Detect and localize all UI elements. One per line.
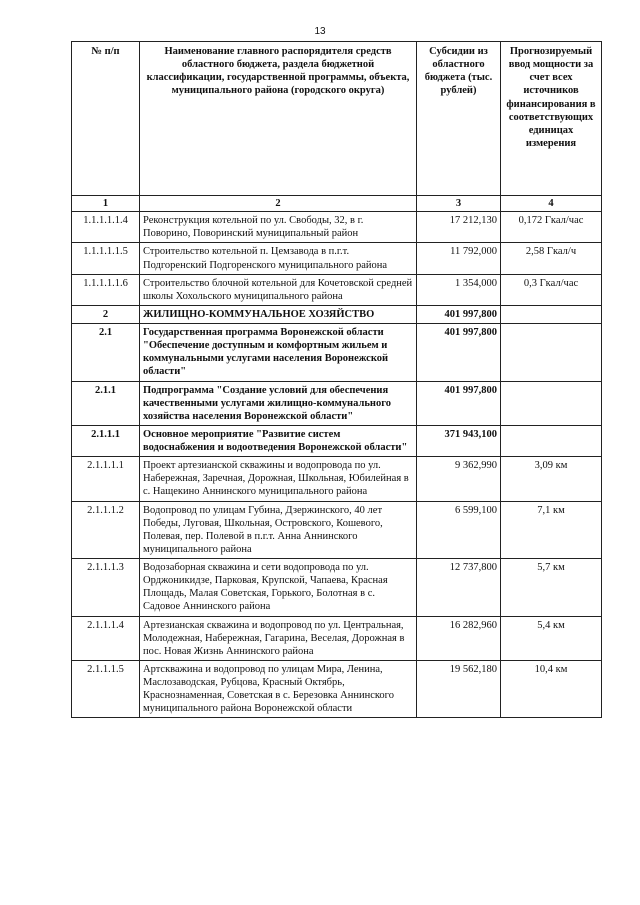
col-number-3: 3 — [417, 196, 501, 212]
row-power: 10,4 км — [501, 660, 602, 718]
row-power — [501, 305, 602, 323]
row-power — [501, 324, 602, 382]
row-name: Артскважина и водопровод по улицам Мира, Ленина, Маслозаводская, Рубцова, Красный Октябрь, Краснознаменная, Советская в с. Березовка Аннинского муниципального района Воронежской области — [140, 660, 417, 718]
table-row — [72, 616, 602, 660]
col-number-2: 2 — [140, 196, 417, 212]
row-number: 2.1.1.1.2 — [72, 501, 140, 559]
row-name: ЖИЛИЩНО-КОММУНАЛЬНОЕ ХОЗЯЙСТВО — [140, 305, 417, 323]
table-header-row — [72, 42, 602, 196]
row-number: 1.1.1.1.1.6 — [72, 274, 140, 305]
row-number: 2 — [72, 305, 140, 323]
row-power: 0,172 Гкал/час — [501, 212, 602, 243]
row-name: Проект артезианской скважины и водопровода по ул. Набережная, Заречная, Дорожная, Школьная, Юбилейная в с. Нащекино Аннинского муниципального района — [140, 457, 417, 501]
table-row — [72, 501, 602, 559]
row-subsidy: 401 997,800 — [417, 324, 501, 382]
row-name: Водозаборная скважина и сети водопровода по ул. Орджоникидзе, Парковая, Крупской, Чапаева, Красная Площадь, Малая Советская, Горького, Болотная в с. Садовое Аннинского района — [140, 559, 417, 617]
row-name: Артезианская скважина и водопровод по ул. Центральная, Молодежная, Набережная, Гагарина, Веселая, Дорожная в пос. Новая Жизнь Аннинского района — [140, 616, 417, 660]
row-number: 2.1 — [72, 324, 140, 382]
row-name: Строительство котельной п. Цемзавода в п.г.т. Подгоренский Подгоренского муниципального района — [140, 243, 417, 274]
column-number-row — [72, 196, 602, 212]
col-number-1: 1 — [72, 196, 140, 212]
header-col-subsidy: Субсидии из областного бюджета (тыс. рублей) — [417, 42, 501, 196]
page-number: 13 — [314, 26, 326, 37]
col-number-4: 4 — [501, 196, 602, 212]
row-name: Государственная программа Воронежской области "Обеспечение доступным и комфортным жильем и коммунальными услугами населения Воронежской области" — [140, 324, 417, 382]
table-row — [72, 243, 602, 274]
subsidy-table — [71, 41, 602, 718]
table-row — [72, 274, 602, 305]
row-number: 2.1.1.1.1 — [72, 457, 140, 501]
row-subsidy: 6 599,100 — [417, 501, 501, 559]
row-subsidy: 19 562,180 — [417, 660, 501, 718]
row-power: 5,7 км — [501, 559, 602, 617]
row-name: Водопровод по улицам Губина, Дзержинского, 40 лет Победы, Луговая, Школьная, Островского, Кошевого, Полевая, пер. Полевой в п.г.т. Анна Аннинского муниципального района — [140, 501, 417, 559]
row-number: 1.1.1.1.1.5 — [72, 243, 140, 274]
row-number: 2.1.1 — [72, 381, 140, 425]
table-row — [72, 425, 602, 456]
row-power — [501, 425, 602, 456]
row-subsidy: 401 997,800 — [417, 305, 501, 323]
row-number: 2.1.1.1.3 — [72, 559, 140, 617]
row-power: 3,09 км — [501, 457, 602, 501]
row-name: Реконструкция котельной по ул. Свободы, 32, в г. Поворино, Поворинский муниципальный район — [140, 212, 417, 243]
row-subsidy: 17 212,130 — [417, 212, 501, 243]
table-row — [72, 660, 602, 718]
row-number: 1.1.1.1.1.4 — [72, 212, 140, 243]
row-name: Подпрограмма "Создание условий для обеспечения качественными услугами жилищно-коммунального хозяйства населения Воронежской области" — [140, 381, 417, 425]
row-subsidy: 16 282,960 — [417, 616, 501, 660]
row-number: 2.1.1.1 — [72, 425, 140, 456]
table-row — [72, 324, 602, 382]
table-row — [72, 381, 602, 425]
row-power: 0,3 Гкал/час — [501, 274, 602, 305]
row-power — [501, 381, 602, 425]
table-row — [72, 559, 602, 617]
row-number: 2.1.1.1.5 — [72, 660, 140, 718]
table-body — [72, 212, 602, 718]
row-power: 2,58 Гкал/ч — [501, 243, 602, 274]
row-power: 7,1 км — [501, 501, 602, 559]
row-subsidy: 401 997,800 — [417, 381, 501, 425]
table-row — [72, 457, 602, 501]
row-power: 5,4 км — [501, 616, 602, 660]
row-subsidy: 9 362,990 — [417, 457, 501, 501]
row-name: Строительство блочной котельной для Кочетовской средней школы Хохольского муниципального района — [140, 274, 417, 305]
row-subsidy: 11 792,000 — [417, 243, 501, 274]
row-subsidy: 12 737,800 — [417, 559, 501, 617]
table-row — [72, 212, 602, 243]
header-col-name: Наименование главного распорядителя средств областного бюджета, раздела бюджетной классификации, государственной программы, объекта, муниципального района (городского округа) — [140, 42, 417, 196]
header-col-power: Прогнозируемый ввод мощности за счет всех источников финансирования в соответствующих единицах измерения — [501, 42, 602, 196]
header-col-number: № п/п — [72, 42, 140, 196]
row-subsidy: 1 354,000 — [417, 274, 501, 305]
row-subsidy: 371 943,100 — [417, 425, 501, 456]
row-name: Основное мероприятие "Развитие систем водоснабжения и водоотведения Воронежской области" — [140, 425, 417, 456]
table-row — [72, 305, 602, 323]
row-number: 2.1.1.1.4 — [72, 616, 140, 660]
